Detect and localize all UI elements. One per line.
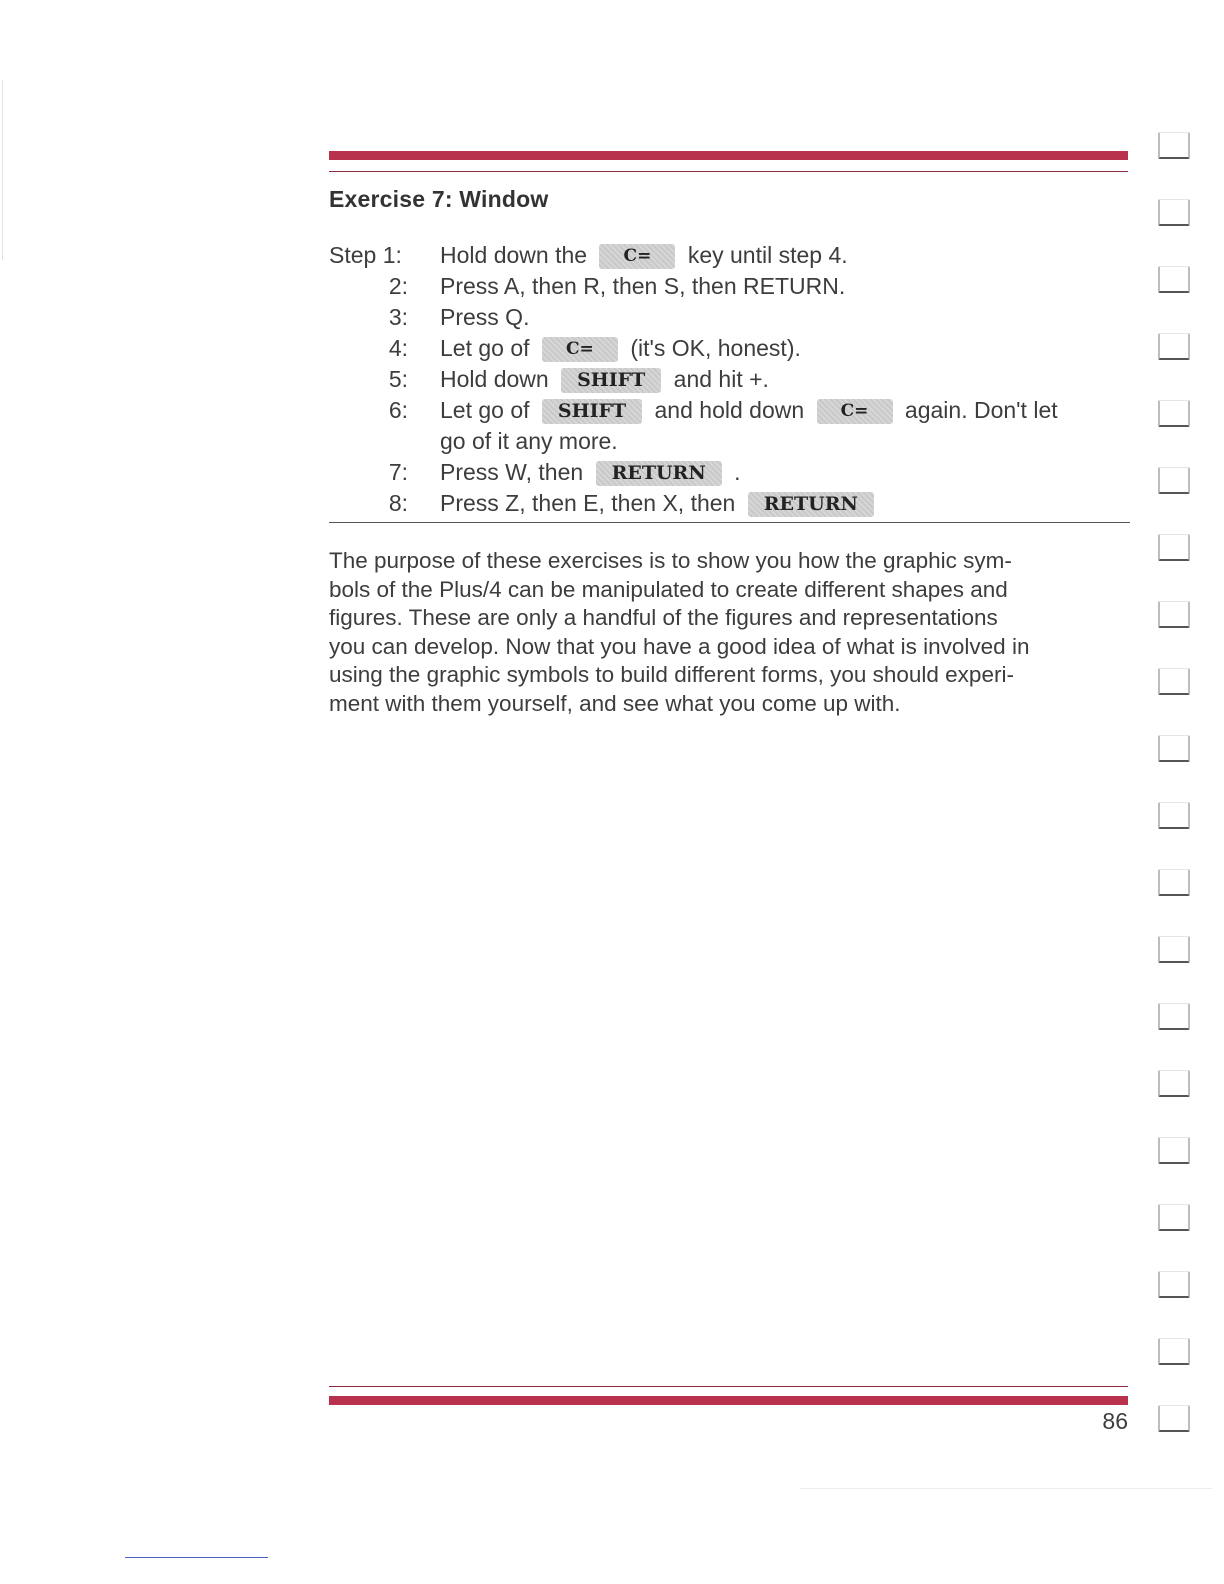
binder-tab-icon [1158,936,1190,963]
step-number: Step 1: [329,242,402,268]
step-4 [329,333,1129,364]
binder-tab-icon [1158,1338,1190,1365]
binder-tab-icon [1158,601,1190,628]
step-text-after: and hit +. [673,366,769,392]
step-number: 3: [388,304,408,330]
exercise-title: Exercise 7: Window [329,186,549,212]
step-text: Press A, then R, then S, then RETURN. [440,273,846,299]
binder-tab-icon [1158,199,1190,226]
shift-key-icon: SHIFT [561,368,661,393]
binder-tab-icon [1158,1070,1190,1097]
binder-tab-icon [1158,333,1190,360]
scan-edge-mark [2,80,3,260]
steps-list [329,240,1129,519]
step-text [440,240,848,271]
top-rule-thin [329,171,1128,172]
step-number: 7: [388,459,408,485]
paragraph-line: figures. These are only a handful of the figures and representations [329,605,998,630]
step-text [440,333,801,364]
step-number: 6: [388,397,408,423]
step-text-before: Let go of [440,397,530,423]
step-text-after: key until step 4. [687,242,848,268]
bottom-rule-thin [329,1386,1128,1387]
steps-divider [329,522,1130,523]
binder-tab-icon [1158,534,1190,561]
binder-tab-icon [1158,132,1190,159]
scan-edge-line [125,1557,268,1558]
bottom-rule-thick [329,1396,1128,1405]
step-text-before: Hold down the [440,242,588,268]
paragraph-line: ment with them yourself, and see what you come up with. [329,690,901,716]
paragraph-line: using the graphic symbols to build different forms, you should experi- [329,662,1014,687]
paragraph-line: you can develop. Now that you have a good idea of what is involved in [329,633,1030,659]
step-text-after: . [734,459,741,485]
step-text-before: Press W, then [440,459,584,485]
step-text [440,364,769,395]
paragraph-line: bols of the Plus/4 can be manipulated to create different shapes and [329,576,1008,602]
step-number: 5: [388,366,408,392]
step-text-middle: and hold down [654,397,805,423]
binder-tab-icon [1158,400,1190,427]
return-key-icon: RETURN [596,461,722,486]
commodore-key-icon: C= [599,244,675,269]
step-6 [329,395,1129,457]
step-text-before: Hold down [440,366,549,392]
step-7 [329,457,1129,488]
scan-shadow-line [800,1488,1212,1489]
step-number: 4: [388,335,408,361]
step-3 [329,302,1129,333]
step-text-after: again. Don't let [904,397,1058,423]
binder-tab-icon [1158,1137,1190,1164]
top-rule-thick [329,151,1128,160]
binder-tab-icon [1158,869,1190,896]
step-text-before: Press Z, then E, then X, then [440,490,736,516]
step-1 [329,240,1129,271]
step-text [440,488,880,519]
binder-tab-icon [1158,802,1190,829]
binder-tab-icon [1158,1003,1190,1030]
step-number: 2: [388,273,408,299]
binder-tab-icon [1158,1204,1190,1231]
step-text [440,457,740,488]
step-text-before: Let go of [440,335,530,361]
step-number: 8: [388,490,408,516]
step-text [440,395,1058,426]
step-text: Press Q. [440,304,530,330]
return-key-icon: RETURN [748,492,874,517]
step-text-after: (it's OK, honest). [630,335,801,361]
paragraph-line: The purpose of these exercises is to show you how the graphic sym- [329,548,1012,573]
step-text-continuation: go of it any more. [440,428,618,454]
binder-tab-icon [1158,266,1190,293]
step-8 [329,488,1129,519]
commodore-key-icon: C= [542,337,618,362]
shift-key-icon: SHIFT [542,399,642,424]
binder-tab-icon [1158,668,1190,695]
body-paragraph [329,547,1129,718]
binder-tab-icon [1158,735,1190,762]
binder-tab-icon [1158,1405,1190,1432]
binder-tab-icon [1158,1271,1190,1298]
commodore-key-icon: C= [817,399,893,424]
step-5 [329,364,1129,395]
binder-tab-icon [1158,467,1190,494]
page-number: 86 [1102,1408,1128,1434]
step-2 [329,271,1129,302]
